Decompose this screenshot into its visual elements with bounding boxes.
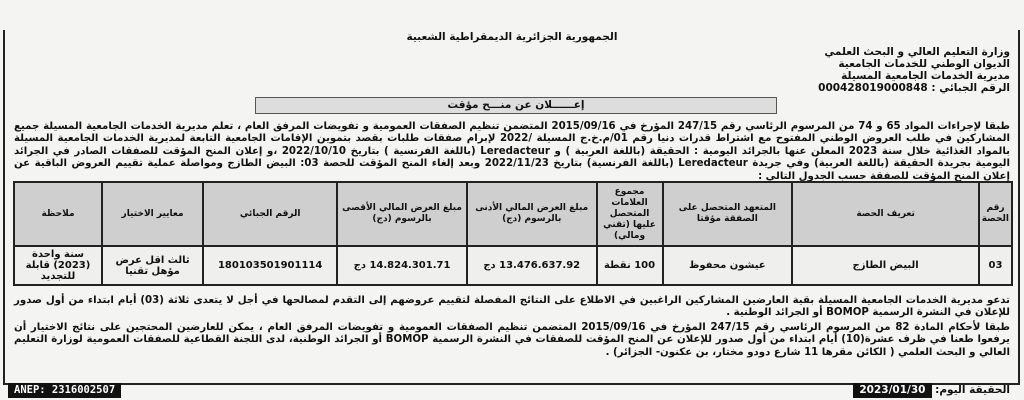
header-item: تعريف الحصة — [792, 182, 979, 246]
newspaper-date: 2023/01/30 — [853, 383, 931, 398]
cell-lot: 03 — [979, 246, 1012, 285]
header-criteria: معايير الاختيار — [102, 182, 203, 246]
office-line: الديوان الوطني للخدمات الجامعية — [838, 58, 1010, 70]
announcement-title: إعــــــلان عن منـــح مؤقت — [255, 97, 777, 114]
tax-id-line: الرقم الجبائي : 000428019000848 — [818, 82, 1010, 94]
cell-max-amount: 14.824.301.71 دج — [337, 246, 467, 285]
cell-bidder: عيشون محفوظ — [663, 246, 793, 285]
cell-item: البيض الطازج — [792, 246, 979, 285]
cell-note: سنة واحدة (2023) قابلة للتجديد — [14, 246, 102, 285]
intro-paragraph: طبقا لإجراءات المواد 65 و 74 من المرسوم الرئاسي رقم 247/15 المؤرخ في 2015/09/16 المتضمن تنظيم الصفقات العمومية و تفويضات المرفق العام ، تعلم مديرية الخدمات الجامعية المسيلة جميع المشاركين في طلب العروض الوطني المفتوح مع اشتراط قدرات دنيا رقم 01/م.خ.ج المسيلة /2022 لإبرام صفقات طلبات بقصد بتموين الإقامات الجامعية التابعة لمديرية الخدمات الجامعية المسيلة بالمواد الغذائية خلال سنة 2023 المعلن عنها بالجرائد اليومية : الحقيقة (باللغة العربية ) و Leredacteur (باللغة الفرنسية ) بتاريخ 2022/10/10 ،و إعلان المنح المؤقت للصفقات الصادر في الجرائد اليومية بجريدة الحقيقة (باللغة العربية) وفي جريدة Leredacteur (باللغة الفرنسية) بتاريخ 2022/11/23 وبعد إلغاء المنح المؤقت للحصة 03: البيض الطازج ومواصلة عملية تقييم العروض الباقية عن إعلان المنح المؤقت للصفقة حسب الجدول التالي : — [14, 121, 1011, 182]
table-row — [14, 246, 1012, 285]
header-note: ملاحظة — [14, 182, 102, 246]
ministry-line: وزارة التعليم العالي و البحث العلمي — [824, 46, 1010, 58]
cell-min-amount: 13.476.637.92 دج — [467, 246, 597, 285]
newspaper-label: الحقيقة اليوم: — [935, 384, 1010, 396]
appeal-paragraph: طبقا لأحكام المادة 82 من المرسوم الرئاسي رقم 247/15 المؤرخ في 2015/09/16 المتضمن تنظيم الصفقات العمومية و تفويضات المرفق العام ، يمكن للعارضين المحتجين على نتائج الاختيار أن يرفعوا طعنا في ظرف عشرة(10) أيام ابتداء من أول صدور للإعلان عن المنح المؤقت للصفقات في النشرة الرسمية BOMOP أو الجرائد الوطنية، لدى اللجنة القطاعية للصفقات العمومية لوزارة التعليم العالي و البحث العلمي ( الكائن مقرها 11 شارع دودو مختار، بن عكنون- الجزائر) . — [14, 322, 1010, 358]
award-table — [13, 181, 1013, 286]
header-tax-id: الرقم الجبائي — [203, 182, 337, 246]
cell-tax-id: 180103501901114 — [203, 246, 337, 285]
header-lot: رقم الحصة — [979, 182, 1012, 246]
header-bidder: المتعهد المتحصل على الصفقة مؤقتا — [663, 182, 793, 246]
republic-heading: الجمهورية الجزائرية الديمقراطية الشعبية — [406, 31, 618, 43]
anep-reference: ANEP: 2316002507 — [8, 383, 121, 398]
results-paragraph: تدعو مديرية الخدمات الجامعية المسيلة بقية العارضين المشاركين الراغبين في الاطلاع على النتائج المفصلة لتقييم عروضهم إلى التقدم لمصالحها في أجل لا يتعدى ثلاثة (03) أيام ابتداء من أول صدور للإعلان في النشرة الرسمية BOMOP أو الجرائد الوطنية . — [14, 295, 1010, 319]
cell-criteria: ثالث اقل عرض مؤهل تقنيا — [102, 246, 203, 285]
header-score: مجموع العلامات المتحصل عليها (تقني ومالي) — [597, 182, 663, 246]
newspaper-date-block — [853, 383, 1010, 398]
header-min-amount: مبلغ العرض المالي الأدنى بالرسوم (دج) — [467, 182, 597, 246]
header-max-amount: مبلغ العرض المالي الأقصى بالرسوم (دج) — [337, 182, 467, 246]
directorate-line: مديرية الخدمات الجامعية المسيلة — [841, 70, 1010, 82]
cell-score: 100 نقطة — [597, 246, 663, 285]
table-header-row — [14, 182, 1012, 246]
